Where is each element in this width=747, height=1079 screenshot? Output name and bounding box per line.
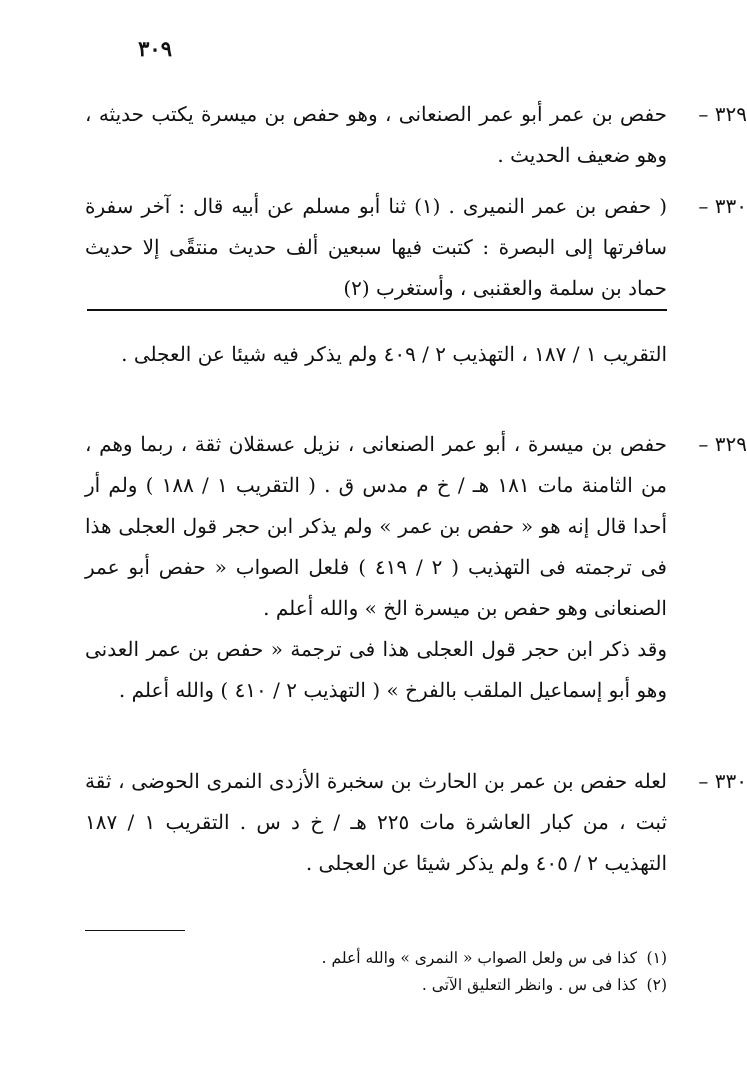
footnote-text: كذا فى س ولعل الصواب « النمرى » والله أعلم .: [321, 949, 637, 967]
commentary-entry-329: [85, 424, 747, 711]
footnote-number: (١): [646, 949, 667, 967]
entry-number: ٣٢٩ –: [698, 432, 747, 456]
main-separator-rule: [87, 309, 667, 311]
commentary-text: وقد ذكر ابن حجر قول العجلى هذا فى ترجمة « حفص بن عمر العدنى وهو أبو إسماعيل الملقب بالفرخ » ( التهذيب ٢ / ٤١٠ ) والله أعلم .: [85, 637, 667, 702]
entry-number: ٣٢٩ –: [698, 102, 747, 126]
main-entry-330: [85, 186, 747, 309]
commentary-continuation: [85, 334, 667, 375]
entry-text: حفص بن عمر أبو عمر الصنعانى ، وهو حفص بن ميسرة يكتب حديثه ، وهو ضعيف الحديث .: [85, 102, 667, 167]
footnote-separator-rule: [85, 930, 185, 931]
footnote-text: كذا فى س . وانظر التعليق الآتى .: [421, 976, 637, 994]
entry-number: ٣٣٠ –: [698, 194, 747, 218]
page-number: ٣٠٩: [138, 36, 172, 61]
entry-number: ٣٣٠ –: [698, 769, 747, 793]
entry-text: ( حفص بن عمر النميرى . (١) ثنا أبو مسلم عن أبيه قال : آخر سفرة سافرتها إلى البصرة : كتبت فيها سبعين ألف حديث منتقًى إلا حديث حماد بن سلمة والعقنبى ، وأستغرب (٢): [85, 194, 667, 300]
footnote-number: (٢): [646, 976, 667, 994]
footnote-2: [85, 972, 667, 998]
commentary-text: التقريب ١ / ١٨٧ ، التهذيب ٢ / ٤٠٩ ولم يذكر فيه شيئا عن العجلى .: [121, 342, 667, 366]
footnote-1: [85, 945, 667, 971]
commentary-entry-330: [85, 761, 747, 884]
main-entry-329: [85, 94, 747, 176]
commentary-text: حفص بن ميسرة ، أبو عمر الصنعانى ، نزيل عسقلان ثقة ، ربما وهم ، من الثامنة مات ١٨١ هـ / خ م مدس ق . ( التقريب ١ / ١٨٨ ) ولم أر أحدا قال إنه هو « حفص بن عمر » ولم يذكر ابن حجر قول العجلى هذا فى ترجمته فى التهذيب ( ٢ / ٤١٩ ) فلعل الصواب « حفص أبو عمر الصنعانى وهو حفص بن ميسرة الخ » والله أعلم .: [85, 432, 667, 620]
commentary-text: لعله حفص بن عمر بن الحارث بن سخبرة الأزدى النمرى الحوضى ، ثقة ثبت ، من كبار العاشرة مات ٢٢٥ هـ / خ د س . التقريب ١ / ١٨٧ التهذيب ٢ / ٤٠٥ ولم يذكر شيئا عن العجلى .: [85, 769, 668, 875]
